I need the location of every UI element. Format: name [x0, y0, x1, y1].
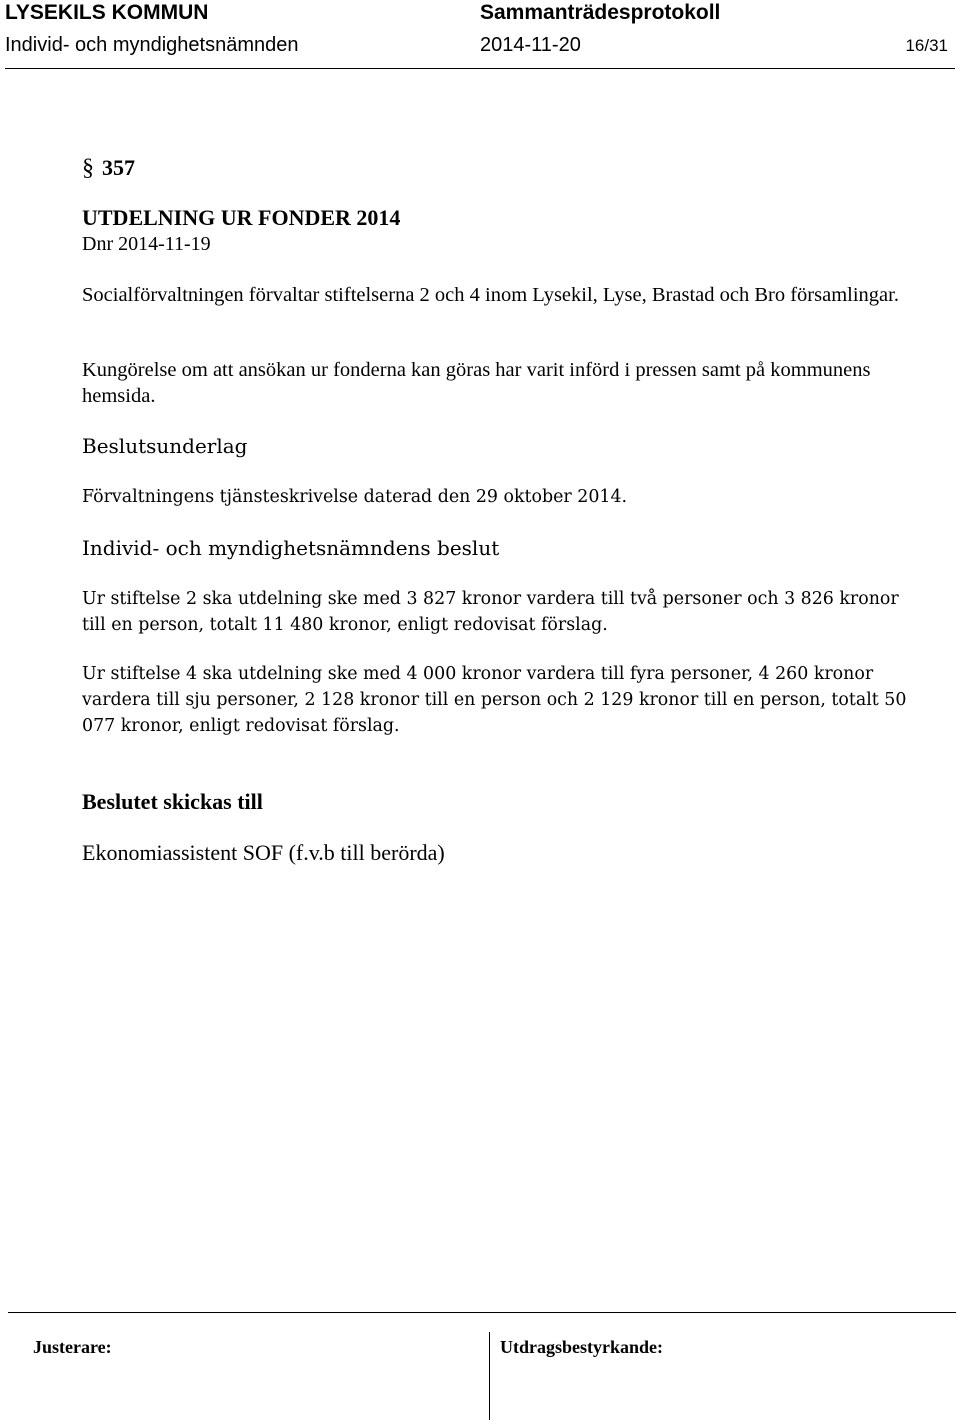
- paragraph-symbol-icon: §: [82, 155, 94, 181]
- decision-heading: Individ- och myndighetsnämndens beslut: [82, 536, 500, 560]
- section-number: 357: [102, 155, 135, 180]
- footer-divider: [8, 1312, 956, 1313]
- decision-paragraph-1: Ur stiftelse 2 ska utdelning ske med 3 827 kronor vardera till två personer och 3 826 kronor till en person, totalt 11 480 kronor, enligt redovisat förslag.: [82, 589, 899, 635]
- certification-label: Utdragsbestyrkande:: [500, 1337, 664, 1357]
- section-heading: [82, 154, 135, 182]
- meeting-date: 2014-11-20: [480, 34, 581, 56]
- decision-basis-text: Förvaltningens tjänsteskrivelse daterad den 29 oktober 2014.: [82, 487, 628, 507]
- organization-name: LYSEKILS KOMMUN: [5, 1, 209, 24]
- header-divider: [5, 68, 955, 69]
- intro-paragraph-2: Kungörelse om att ansökan ur fonderna kan göras har varit införd i pressen samt på kommunens hemsida.: [82, 359, 871, 407]
- decision-basis-heading: Beslutsunderlag: [82, 434, 248, 458]
- distribution-recipients: Ekonomiassistent SOF (f.v.b till berörda): [82, 840, 445, 865]
- footer-column-divider: [489, 1332, 490, 1420]
- board-name: Individ- och myndighetsnämnden: [5, 34, 299, 56]
- section-title: UTDELNING UR FONDER 2014: [82, 205, 401, 230]
- distribution-heading: Beslutet skickas till: [82, 789, 263, 814]
- decision-paragraph-2: Ur stiftelse 4 ska utdelning ske med 4 000 kronor vardera till fyra personer, 4 260 kronor vardera till sju personer, 2 128 kronor till en person och 2 129 kronor till en person, totalt 50 077 kronor, enligt redovisat förslag.: [82, 664, 907, 736]
- document-type: Sammanträdesprotokoll: [480, 1, 721, 24]
- page-number: 16/31: [905, 36, 948, 55]
- intro-paragraph-1: Socialförvaltningen förvaltar stiftelserna 2 och 4 inom Lysekil, Lyse, Brastad och Bro församlingar.: [82, 284, 899, 306]
- adjuster-label: Justerare:: [33, 1337, 112, 1357]
- diary-number: Dnr 2014-11-19: [82, 233, 211, 255]
